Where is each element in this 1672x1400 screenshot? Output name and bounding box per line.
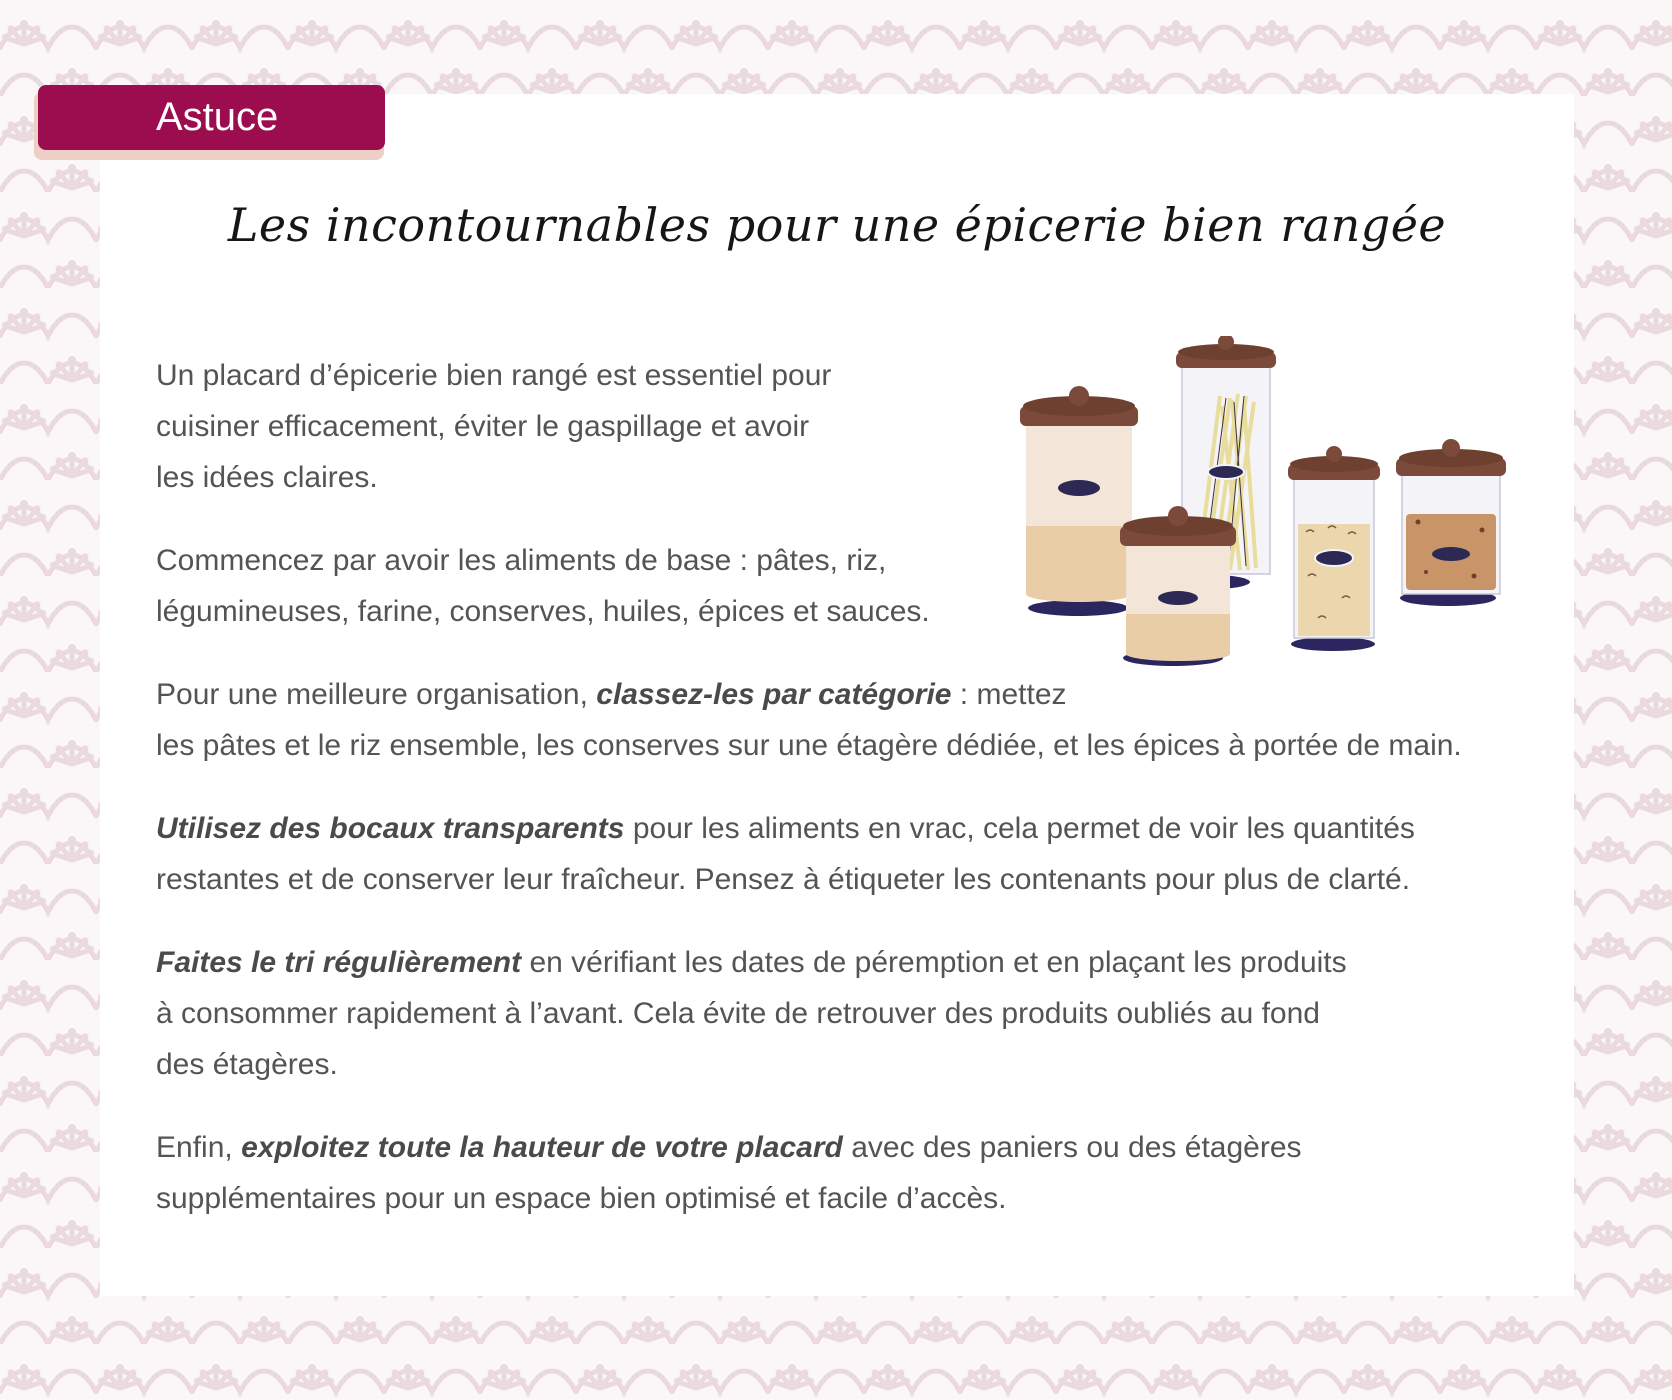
emphasis: Faites le tri régulièrement <box>156 946 522 979</box>
paragraph-sorting <box>156 937 1546 1090</box>
text-segment: en vérifiant les dates de péremption et en plaçant les produits <box>521 946 1347 979</box>
text-line: à consommer rapidement à l’avant. Cela évite de retrouver des produits oubliés au fond <box>156 997 1320 1030</box>
emphasis: classez-les par catégorie <box>596 678 952 711</box>
text-line: restantes et de conserver leur fraîcheur. Pensez à étiqueter les contenants pour plus de clarté. <box>156 863 1411 896</box>
paragraph-categories <box>156 669 1546 771</box>
text-segment: avec des paniers ou des étagères <box>842 1131 1302 1164</box>
paragraph-height <box>156 1122 1546 1224</box>
text-line: cuisiner efficacement, éviter le gaspillage et avoir <box>156 410 810 443</box>
page-title: Les incontournables pour une épicerie bien rangée <box>227 198 1447 252</box>
emphasis: exploitez toute la hauteur de votre placard <box>241 1131 843 1164</box>
tag-label: Astuce <box>156 95 279 139</box>
text-line: les idées claires. <box>156 461 378 494</box>
text-line: les pâtes et le riz ensemble, les conserves sur une étagère dédiée, et les épices à portée de main. <box>156 729 1462 762</box>
text-line: Un placard d’épicerie bien rangé est essentiel pour <box>156 359 832 392</box>
emphasis: Utilisez des bocaux transparents <box>156 812 625 845</box>
text-segment: Enfin, <box>156 1131 242 1164</box>
text-segment: pour les aliments en vrac, cela permet de voir les quantités <box>624 812 1415 845</box>
paragraph-jars <box>156 803 1546 905</box>
text-segment: : mettez <box>951 678 1067 711</box>
paragraph-basics <box>156 535 1546 637</box>
text-line: légumineuses, farine, conserves, huiles, épices et sauces. <box>156 595 930 628</box>
text-segment: Pour une meilleure organisation, <box>156 678 597 711</box>
paragraph-intro <box>156 350 1546 503</box>
astuce-tag <box>38 85 385 150</box>
article-body <box>156 350 1546 1256</box>
text-line: Commencez par avoir les aliments de base : pâtes, riz, <box>156 544 887 577</box>
text-line: des étagères. <box>156 1048 338 1081</box>
text-line: supplémentaires pour un espace bien optimisé et facile d’accès. <box>156 1182 1007 1215</box>
